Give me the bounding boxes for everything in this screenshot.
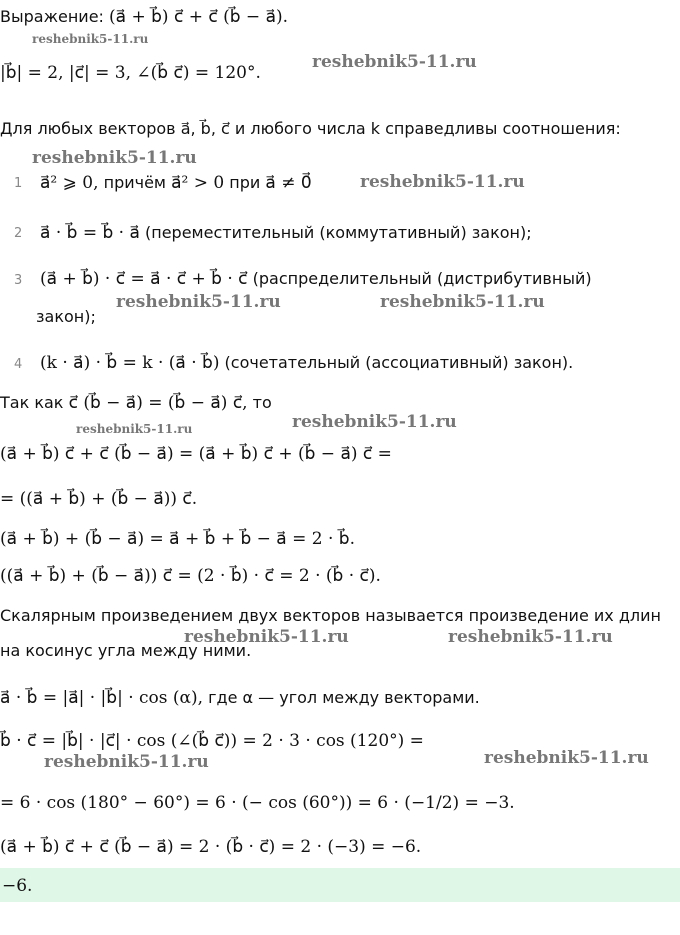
property-math: a⃗ · b⃗ = b⃗ · a⃗ bbox=[40, 223, 140, 243]
definition-text: Скалярным произведением двух векторов называется произведение их длин bbox=[0, 606, 661, 625]
equation-math: (a⃗ + b⃗) + (b⃗ − a⃗) = a⃗ + b⃗ + b⃗ − a⃗ = 2 · b⃗. bbox=[0, 529, 355, 549]
property-math: a⃗ ≠ 0⃗ bbox=[265, 173, 312, 193]
answer-math: −6. bbox=[2, 876, 33, 896]
since-math: c⃗ (b⃗ − a⃗) = (b⃗ − a⃗) c⃗, bbox=[68, 393, 248, 413]
property-text: (сочетательный (ассоциативный) закон). bbox=[224, 353, 574, 372]
watermark: reshebnik5-11.ru bbox=[76, 422, 193, 436]
watermark: reshebnik5-11.ru bbox=[32, 148, 197, 168]
equation-5 bbox=[0, 730, 424, 752]
answer bbox=[2, 875, 32, 897]
property-1 bbox=[40, 172, 312, 194]
property-math: a⃗² ⩾ 0, bbox=[40, 173, 99, 193]
equation-7 bbox=[0, 836, 421, 858]
watermark: reshebnik5-11.ru bbox=[312, 52, 477, 72]
watermark: reshebnik5-11.ru bbox=[484, 748, 649, 768]
property-text: (распределительный (дистрибутивный) bbox=[252, 269, 592, 288]
equation-6 bbox=[0, 792, 515, 814]
watermark: reshebnik5-11.ru bbox=[448, 627, 613, 647]
property-math: (a⃗ + b⃗) · c⃗ = a⃗ · c⃗ + b⃗ · c⃗ bbox=[40, 269, 248, 289]
equation-math: = 6 · cos (180° − 60°) = 6 · (− cos (60°)) = 6 · (−1/2) = −3. bbox=[0, 793, 515, 813]
intro-line bbox=[0, 118, 621, 140]
equation-math: (a⃗ + b⃗) c⃗ + c⃗ (b⃗ − a⃗) = (a⃗ + b⃗) c⃗ + (b⃗ − a⃗) c⃗ = bbox=[0, 444, 392, 464]
property-text: при bbox=[229, 173, 261, 192]
watermark: reshebnik5-11.ru bbox=[44, 752, 209, 772]
property-3 bbox=[40, 268, 592, 290]
property-text: закон); bbox=[36, 307, 96, 326]
watermark: reshebnik5-11.ru bbox=[292, 412, 457, 432]
definition-text: на косинус угла между ними. bbox=[0, 641, 252, 660]
equation-2 bbox=[0, 488, 197, 510]
equation-1 bbox=[0, 443, 392, 465]
expression-math: (a⃗ + b⃗) c⃗ + c⃗ (b⃗ − a⃗). bbox=[109, 7, 289, 27]
given-line bbox=[0, 62, 261, 84]
watermark: reshebnik5-11.ru bbox=[380, 292, 545, 312]
watermark: reshebnik5-11.ru bbox=[116, 292, 281, 312]
equation-math: (a⃗ + b⃗) c⃗ + c⃗ (b⃗ − a⃗) = 2 · (b⃗ · c⃗) = 2 · (−3) = −6. bbox=[0, 837, 422, 857]
since-tail: то bbox=[252, 393, 272, 412]
list-number: 4 bbox=[14, 357, 23, 372]
definition-line-1 bbox=[0, 605, 661, 627]
watermark: reshebnik5-11.ru bbox=[360, 172, 525, 192]
given-math: |b⃗| = 2, |c⃗| = 3, ∠(b⃗ c⃗) = 120°. bbox=[0, 63, 261, 83]
equation-4 bbox=[0, 565, 381, 587]
since-line bbox=[0, 392, 272, 414]
property-text: (переместительный (коммутативный) закон); bbox=[145, 223, 532, 242]
list-number: 2 bbox=[14, 226, 23, 241]
formula-math: a⃗ · b⃗ = |a⃗| · |b⃗| · cos (α), bbox=[0, 688, 204, 708]
intro-text: Для любых векторов a⃗, b⃗, c⃗ и любого числа k справедливы соотношения: bbox=[0, 119, 621, 138]
expression-label: Выражение: bbox=[0, 7, 104, 26]
expression-line bbox=[0, 6, 288, 28]
list-number: 3 bbox=[14, 273, 23, 288]
equation-math: ((a⃗ + b⃗) + (b⃗ − a⃗)) c⃗ = (2 · b⃗) · c⃗ = 2 · (b⃗ · c⃗). bbox=[0, 566, 381, 586]
formula-text: где α — угол между векторами. bbox=[208, 688, 480, 707]
watermark: reshebnik5-11.ru bbox=[184, 627, 349, 647]
equation-3 bbox=[0, 528, 355, 550]
equation-math: = ((a⃗ + b⃗) + (b⃗ − a⃗)) c⃗. bbox=[0, 489, 198, 509]
definition-line-2 bbox=[0, 640, 251, 662]
watermark: reshebnik5-11.ru bbox=[32, 32, 149, 46]
property-math: a⃗² > 0 bbox=[171, 173, 225, 193]
equation-math: b⃗ · c⃗ = |b⃗| · |c⃗| · cos (∠(b⃗ c⃗)) = 2 · 3 · cos (120°) = bbox=[0, 731, 424, 751]
property-2 bbox=[40, 222, 532, 244]
answer-box bbox=[0, 868, 680, 902]
property-math: (k · a⃗) · b⃗ = k · (a⃗ · b⃗) bbox=[40, 353, 220, 373]
property-4 bbox=[40, 352, 573, 374]
list-number: 1 bbox=[14, 176, 23, 191]
property-text: причём bbox=[103, 173, 166, 192]
since-text: Так как bbox=[0, 393, 64, 412]
formula-line bbox=[0, 687, 480, 709]
property-3-cont bbox=[36, 306, 96, 328]
